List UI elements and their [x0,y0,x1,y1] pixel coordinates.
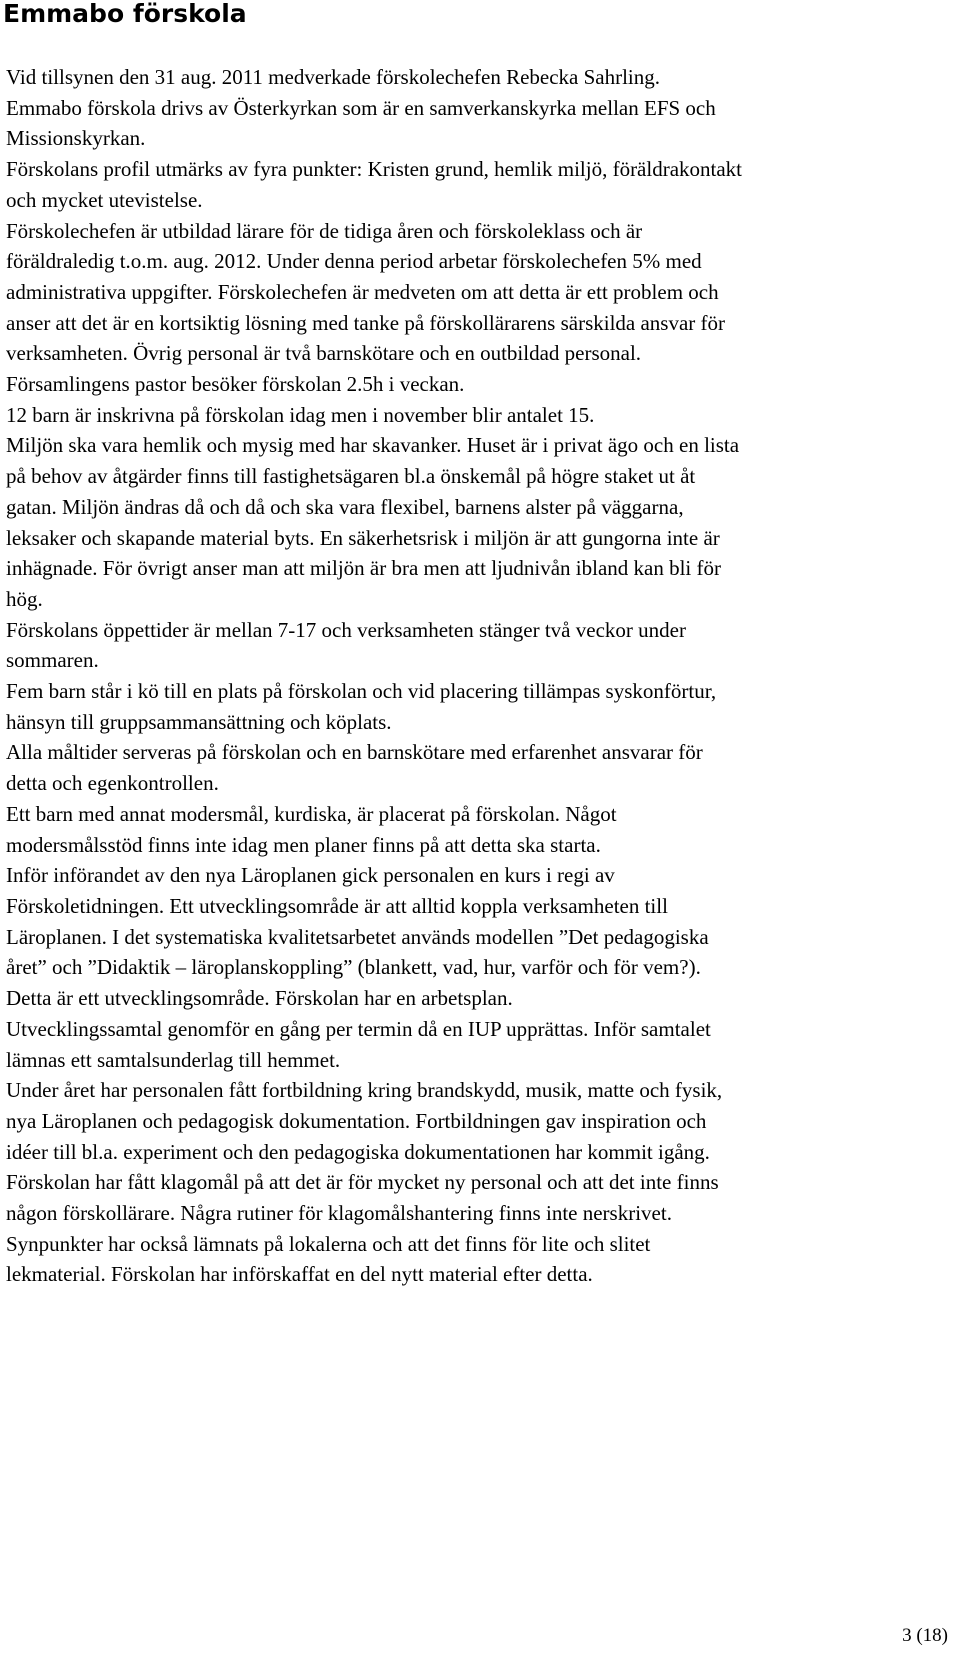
text-line: administrativa uppgifter. Förskolechefen är medveten om att detta är ett problem och [6,279,719,304]
text-line: Miljön ska vara hemlik och mysig med har skavanker. Huset är i privat ägo och en lista [6,433,740,458]
text-line: Läroplanen. I det systematiska kvalitetsarbetet används modellen ”Det pedagogiska [6,924,709,949]
text-line: 12 barn är inskrivna på förskolan idag men i november blir antalet 15. [6,402,595,427]
text-line: hög. [6,586,43,611]
text-line: verksamheten. Övrig personal är två barnskötare och en outbildad personal. [6,341,642,366]
text-line: anser att det är en kortsiktig lösning med tanke på förskollärarens särskilda ansvar för [6,310,726,335]
text-line: Församlingens pastor besöker förskolan 2.5h i veckan. [6,372,465,397]
text-line: Förskolans profil utmärks av fyra punkter: Kristen grund, hemlik miljö, föräldrakontakt [6,157,743,182]
text-line: lekmaterial. Förskolan har införskaffat en del nytt material efter detta. [6,1262,593,1287]
text-line: detta och egenkontrollen. [6,771,219,796]
text-line: på behov av åtgärder finns till fastighetsägaren bl.a önskemål på högre staket ut åt [6,464,696,489]
text-line: Fem barn står i kö till en plats på förskolan och vid placering tillämpas syskonförtur, [6,679,717,704]
text-line: leksaker och skapande material byts. En säkerhetsrisk i miljön är att gungorna inte är [6,525,720,550]
text-line: Förskoletidningen. Ett utvecklingsområde är att alltid koppla verksamheten till [6,893,668,918]
text-line: året” och ”Didaktik – läroplanskoppling” (blankett, vad, hur, varför och för vem?). [6,955,701,980]
text-line: inhägnade. För övrigt anser man att miljön är bra men att ljudnivån ibland kan bli för [6,556,721,581]
text-line: Alla måltider serveras på förskolan och en barnskötare med erfarenhet ansvarar för [6,740,703,765]
text-line: Synpunkter har också lämnats på lokalerna och att det finns för lite och slitet [6,1231,651,1256]
text-line: Missionskyrkan. [6,126,146,151]
text-line: lämnas ett samtalsunderlag till hemmet. [6,1047,341,1072]
text-line: Detta är ett utvecklingsområde. Förskolan har en arbetsplan. [6,986,513,1011]
text-line: Förskolan har fått klagomål på att det är för mycket ny personal och att det inte finns [6,1170,719,1195]
page-title: Emmabo förskola [3,0,247,28]
text-line: Vid tillsynen den 31 aug. 2011 medverkade förskolechefen Rebecka Sahrling. [6,65,661,89]
text-line: idéer till bl.a. experiment och den pedagogiska dokumentationen har kommit igång. [6,1139,710,1164]
text-line: Förskolans öppettider är mellan 7-17 och verksamheten stänger två veckor under [6,617,686,642]
text-line: gatan. Miljön ändras då och då och ska vara flexibel, barnens alster på väggarna, [6,494,684,519]
text-line: modersmålsstöd finns inte idag men planer finns på att detta ska starta. [6,832,601,857]
text-line: sommaren. [6,648,99,673]
text-line: Under året har personalen fått fortbildning kring brandskydd, musik, matte och fysik, [6,1078,723,1103]
text-line: och mycket utevistelse. [6,187,203,212]
text-line: nya Läroplanen och pedagogisk dokumentation. Fortbildningen gav inspiration och [6,1108,707,1133]
text-line: föräldraledig t.o.m. aug. 2012. Under denna period arbetar förskolechefen 5% med [6,249,702,274]
text-line: Utvecklingssamtal genomför en gång per termin då en IUP upprättas. Inför samtalet [6,1016,711,1041]
body-text [6,62,946,1290]
page-number: 3 (18) [902,1625,948,1646]
text-line: hänsyn till gruppsammansättning och köplats. [6,709,392,734]
text-line: någon förskollärare. Några rutiner för klagomålshantering finns inte nerskrivet. [6,1201,672,1226]
text-line: Inför införandet av den nya Läroplanen gick personalen en kurs i regi av [6,863,615,888]
text-line: Förskolechefen är utbildad lärare för de tidiga åren och förskoleklass och är [6,218,643,243]
text-line: Emmabo förskola drivs av Österkyrkan som är en samverkanskyrka mellan EFS och [6,95,716,120]
text-line: Ett barn med annat modersmål, kurdiska, är placerat på förskolan. Något [6,801,617,826]
